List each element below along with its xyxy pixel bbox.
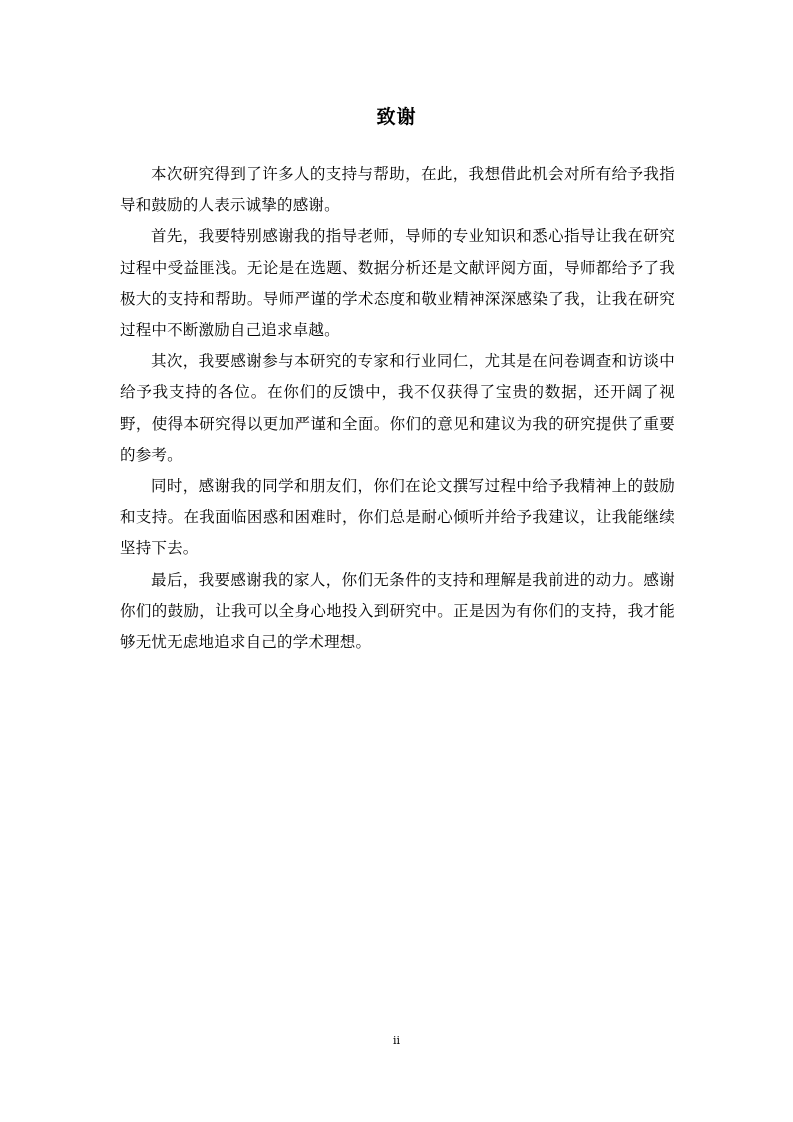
paragraph-2: 首先，我要特别感谢我的指导老师，导师的专业知识和悉心指导让我在研究过程中受益匪浅。无论是在选题、数据分析还是文献评阅方面，导师都给予了我极大的支持和帮助。导师严谨的学术态度和敬业精神深深感染了我，让我在研究过程中不断激励自己追求卓越。 xyxy=(120,227,675,340)
page-title: 致谢 xyxy=(376,106,417,128)
page-number: ii xyxy=(392,1034,401,1047)
paragraph-5: 最后，我要感谢我的家人，你们无条件的支持和理解是我前进的动力。感谢你们的鼓励，让我可以全身心地投入到研究中。正是因为有你们的支持，我才能够无忧无虑地追求自己的学术理想。 xyxy=(120,570,675,652)
paragraph-3: 其次，我要感谢参与本研究的专家和行业同仁，尤其是在问卷调查和访谈中给予我支持的各位。在你们的反馈中，我不仅获得了宝贵的数据，还开阔了视野，使得本研究得以更加严谨和全面。你们的意见和建议为我的研究提供了重要的参考。 xyxy=(120,352,675,464)
paragraph-4: 同时，感谢我的同学和朋友们，你们在论文撰写过程中给予我精神上的鼓励和支持。在我面临困惑和困难时，你们总是耐心倾听并给予我建议，让我能继续坚持下去。 xyxy=(120,477,675,558)
paragraph-1: 本次研究得到了许多人的支持与帮助，在此，我想借此机会对所有给予我指导和鼓励的人表示诚挚的感谢。 xyxy=(120,165,675,215)
acknowledgements-body xyxy=(120,159,675,658)
